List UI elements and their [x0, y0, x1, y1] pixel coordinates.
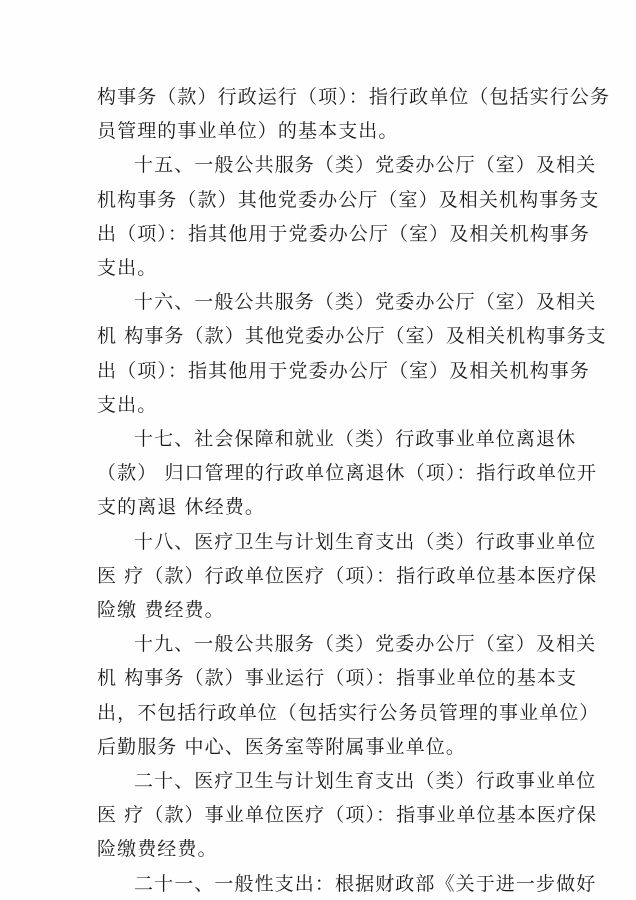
paragraph-heading-18: 十八、医疗卫生与计划生育支出（类）行政事业单位	[134, 531, 597, 553]
text-line: 出，不包括行政单位（包括实行公务员管理的事业单位）	[97, 702, 600, 724]
paragraph-heading-21: 二十一、一般性支出：根据财政部《关于进一步做好	[134, 873, 597, 895]
text-line: 医 疗（款）事业单位医疗（项）：指事业单位基本医疗保	[97, 804, 598, 826]
text-line: 机构事务（款）其他党委办公厅（室）及相关机构事务支	[97, 189, 600, 211]
text-line: （款） 归口管理的行政单位离退休（项）：指行政单位开	[97, 462, 598, 484]
text-line: 员管理的事业单位）的基本支出。	[97, 120, 399, 142]
text-line: 构事务（款）行政运行（项）：指行政单位（包括实行公务	[97, 86, 611, 108]
text-line: 支出。	[97, 257, 158, 279]
paragraph-heading-20: 二十、医疗卫生与计划生育支出（类）行政事业单位	[134, 770, 597, 792]
text-line: 机 构事务（款）其他党委办公厅（室）及相关机构事务支	[97, 325, 607, 347]
text-line: 险缴费经费。	[97, 838, 218, 860]
text-line: 险缴 费经费。	[97, 599, 225, 621]
paragraph-heading-19: 十九、一般公共服务（类）党委办公厅（室）及相关	[134, 633, 597, 655]
text-line: 支的离退 休经费。	[97, 496, 265, 518]
paragraph-heading-16: 十六、一般公共服务（类）党委办公厅（室）及相关	[134, 291, 597, 313]
text-line: 出（项）：指其他用于党委办公厅（室）及相关机构事务	[97, 223, 591, 245]
text-line: 后勤服务 中心、医务室等附属事业单位。	[97, 736, 466, 758]
paragraph-heading-17: 十七、社会保障和就业（类）行政事业单位离退休	[134, 428, 577, 450]
paragraph-heading-15: 十五、一般公共服务（类）党委办公厅（室）及相关	[134, 154, 597, 176]
text-line: 机 构事务（款）事业运行（项）：指事业单位的基本支	[97, 667, 578, 689]
text-line: 支出。	[97, 394, 158, 416]
text-line: 医 疗（款）行政单位医疗（项）：指行政单位基本医疗保	[97, 565, 598, 587]
text-line: 出（项）：指其他用于党委办公厅（室）及相关机构事务	[97, 360, 591, 382]
